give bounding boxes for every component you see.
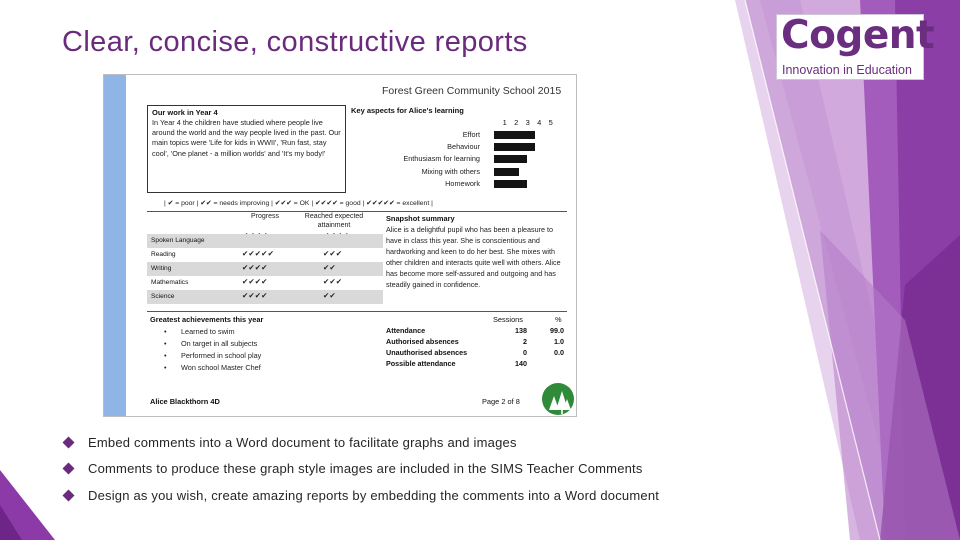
snapshot-heading: Snapshot summary — [386, 214, 455, 223]
key-aspect-bar — [494, 180, 527, 188]
subject-row — [147, 234, 383, 248]
snapshot-text: Alice is a delightful pupil who has been a pleasure to have in class this year. She is conscientious and hardworking and keen to do her best. She mixes with other children and interacts quite well with others. Alice has become more self-assured and outgoing and has steadily gained in confidence. — [386, 225, 561, 289]
subject-row — [147, 248, 383, 262]
subject-attainment: ✔✔✔ — [323, 277, 343, 286]
key-aspect-label: Mixing with others — [421, 167, 480, 176]
key-aspect-row — [104, 130, 574, 141]
subject-progress: ✔✔✔✔ — [242, 291, 268, 300]
attendance-label: Possible attendance — [386, 359, 456, 368]
diamond-bullet-icon — [62, 462, 75, 475]
scale-label: 4 — [537, 118, 542, 127]
attendance-sessions: 140 — [515, 359, 527, 368]
scale-label: 5 — [548, 118, 553, 127]
subject-progress: ✔✔✔✔ — [242, 263, 268, 272]
sessions-heading: Sessions — [493, 315, 523, 324]
subject-row — [147, 290, 383, 304]
key-aspect-bar — [494, 131, 535, 139]
tick-legend: | ✔ = poor | ✔✔ = needs improving | ✔✔✔ = OK | ✔✔✔✔ = good | ✔✔✔✔✔ = excellent | — [164, 200, 433, 207]
pupil-name: Alice Blackthorn 4D — [150, 397, 220, 406]
achievements-list — [164, 326, 261, 374]
subject-name: Reading — [151, 251, 176, 258]
percent-heading: % — [555, 315, 562, 324]
attendance-label: Authorised absences — [386, 337, 459, 346]
key-aspect-row — [104, 179, 574, 190]
attendance-label: Unauthorised absences — [386, 348, 468, 357]
work-heading: Our work in Year 4 — [152, 108, 218, 117]
subject-attainment: ✔✔ — [323, 263, 336, 272]
subject-row — [147, 262, 383, 276]
subject-progress: ✔✔✔✔✔ — [242, 249, 274, 258]
key-aspect-label: Enthusiasm for learning — [403, 154, 480, 163]
key-aspect-label: Effort — [462, 130, 480, 139]
attendance-sessions: 138 — [515, 326, 527, 335]
attendance-label: Attendance — [386, 326, 426, 335]
divider — [147, 311, 567, 312]
attendance-row — [386, 359, 566, 370]
slide-title: Clear, concise, constructive reports — [62, 26, 528, 58]
diamond-bullet-icon — [62, 489, 75, 502]
bullet-item — [62, 435, 762, 451]
subject-name: Mathematics — [151, 279, 189, 286]
score-scale — [499, 118, 577, 127]
key-aspects-heading: Key aspects for Alice's learning — [351, 106, 464, 115]
attainment-column-heading: Reached expected attainment — [304, 213, 364, 229]
scale-label: 1 — [502, 118, 507, 127]
bullet-text: Design as you wish, create amazing reports by embedding the comments into a Word document — [88, 488, 660, 503]
achievement-item: • Performed in school play — [164, 350, 261, 362]
sample-report-document — [103, 74, 577, 417]
bullet-text: Comments to produce these graph style images are included in the SIMS Teacher Comments — [88, 461, 643, 476]
key-aspect-bar — [494, 155, 527, 163]
work-text: In Year 4 the children have studied where people live around the world and the way people lived in the past. Our main topics were 'Life for kids in WWII', 'Run fast, stay cool', 'One planet - a million worlds' and 'It's my body!' — [152, 118, 341, 158]
achievement-item: • On target in all subjects — [164, 338, 261, 350]
achievements-heading: Greatest achievements this year — [150, 315, 264, 324]
subject-row — [147, 276, 383, 290]
scale-label: 2 — [514, 118, 519, 127]
subject-name: Science — [151, 293, 175, 300]
bullet-text: Embed comments into a Word document to facilitate graphs and images — [88, 435, 517, 450]
key-aspect-label: Homework — [445, 179, 480, 188]
attendance-row — [386, 337, 566, 348]
subject-name: Writing — [151, 265, 172, 272]
achievement-item: • Learned to swim — [164, 326, 261, 338]
key-aspect-label: Behaviour — [447, 142, 480, 151]
subject-progress: ✔✔✔✔ — [242, 277, 268, 286]
attendance-sessions: 0 — [523, 348, 527, 357]
attendance-row — [386, 348, 566, 359]
progress-column-heading: Progress — [250, 213, 279, 220]
subject-attainment: ✔✔ — [323, 291, 336, 300]
cogent-logo — [776, 13, 935, 80]
subject-attainment: ✔✔✔ — [323, 249, 343, 258]
attendance-percent: 99.0 — [550, 326, 564, 335]
diamond-bullet-icon — [62, 436, 75, 449]
page-number: Page 2 of 8 — [482, 397, 520, 406]
bullet-item — [62, 461, 762, 477]
school-tree-icon — [539, 382, 577, 416]
achievement-item: • Won school Master Chef — [164, 362, 261, 374]
key-aspect-row — [104, 142, 574, 153]
attendance-percent: 1.0 — [554, 337, 564, 346]
key-aspect-row — [104, 154, 574, 165]
key-aspect-row — [104, 167, 574, 178]
logo-tagline: Innovation in Education — [782, 63, 912, 77]
report-side-band — [104, 75, 126, 417]
logo-wordmark: Cogent — [781, 13, 935, 58]
key-aspect-bar — [494, 168, 519, 176]
scale-label: 3 — [525, 118, 530, 127]
subject-name: Spoken Language — [151, 237, 205, 244]
attendance-percent: 0.0 — [554, 348, 564, 357]
attendance-row — [386, 326, 566, 337]
attendance-sessions: 2 — [523, 337, 527, 346]
key-aspect-bar — [494, 143, 535, 151]
report-school-name: Forest Green Community School 2015 — [382, 85, 562, 97]
bullet-item — [62, 488, 762, 504]
